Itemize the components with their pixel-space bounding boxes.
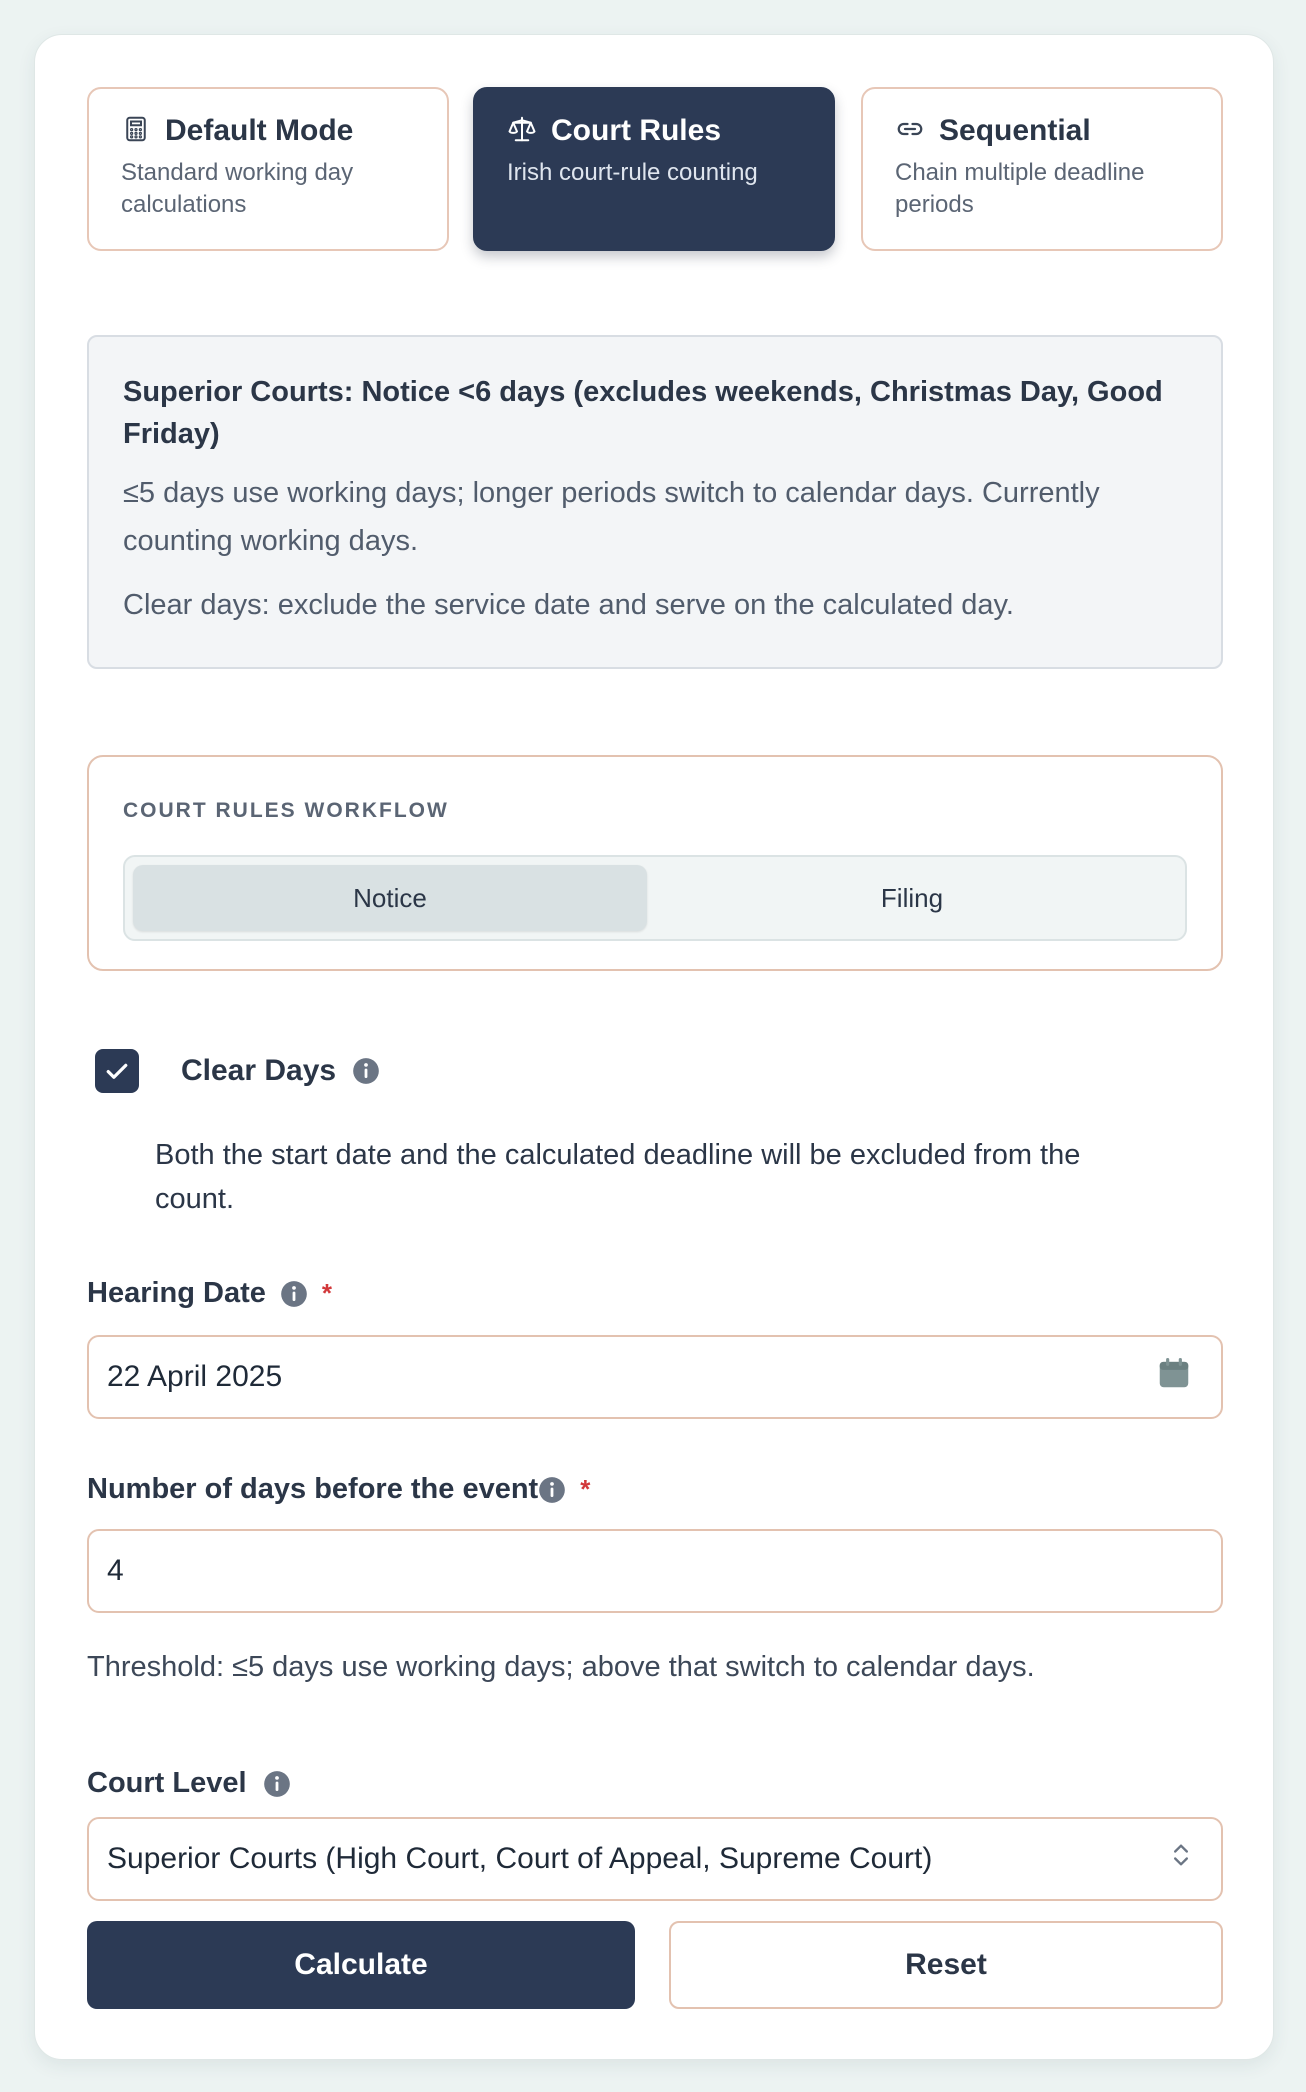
scales-icon <box>507 114 537 149</box>
court-level-select[interactable] <box>87 1817 1223 1901</box>
mode-court-rules-desc: Irish court-rule counting <box>507 159 758 186</box>
days-before-label <box>87 1473 590 1506</box>
court-level-value: Superior Courts (High Court, Court of Appeal, Supreme Court) <box>107 1842 933 1875</box>
days-before-input[interactable] <box>87 1529 1223 1613</box>
rules-info-threshold: ≤5 days use working days; longer periods switch to calendar days. Currently counting working days. <box>123 477 1100 557</box>
reset-button[interactable]: Reset <box>669 1921 1223 2009</box>
info-icon[interactable] <box>352 1057 380 1085</box>
clear-days-description: Both the start date and the calculated deadline will be excluded from the count. <box>155 1139 1081 1215</box>
calculator-card <box>34 34 1274 2060</box>
calculator-icon <box>121 114 151 149</box>
required-marker: * <box>321 1278 333 1308</box>
clear-days-checkbox[interactable] <box>95 1049 139 1093</box>
mode-default[interactable] <box>87 87 449 251</box>
calendar-icon[interactable] <box>1155 1354 1193 1400</box>
workflow-option-filing[interactable]: Filing <box>880 882 944 913</box>
calculate-button[interactable]: Calculate <box>87 1921 635 2009</box>
mode-sequential-title: Sequential <box>939 114 1091 147</box>
clear-days-label: Clear Days <box>181 1054 337 1087</box>
threshold-help-text: Threshold: ≤5 days use working days; above that switch to calendar days. <box>87 1651 1035 1683</box>
info-icon[interactable] <box>280 1280 308 1308</box>
required-marker: * <box>580 1474 591 1504</box>
chevron-up-down-icon <box>1167 1838 1195 1880</box>
mode-sequential-desc <box>895 157 1189 221</box>
mode-sequential-desc-line1: Chain multiple deadline <box>895 159 1145 186</box>
days-before-label-text: Number of days before the event <box>87 1473 539 1505</box>
mode-court-rules-title: Court Rules <box>551 114 722 147</box>
rules-info-title: Superior Courts: Notice <6 days (excludes weekends, Christmas Day, Good Friday) <box>123 376 1163 450</box>
mode-court-rules[interactable] <box>473 87 835 251</box>
rules-info-box <box>87 335 1223 669</box>
hearing-date-value: 22 April 2025 <box>107 1360 283 1393</box>
mode-default-desc <box>121 157 415 221</box>
link-icon <box>895 114 925 149</box>
workflow-label: COURT RULES WORKFLOW <box>123 799 449 822</box>
court-level-label <box>87 1767 291 1800</box>
days-before-value: 4 <box>107 1554 124 1587</box>
hearing-date-label <box>87 1277 332 1310</box>
mode-default-desc-line1: Standard working day <box>121 159 354 186</box>
clear-days-row <box>95 1049 380 1093</box>
workflow-panel <box>87 755 1223 971</box>
rules-info-clear-days: Clear days: exclude the service date and serve on the calculated day. <box>123 589 1014 621</box>
mode-sequential-head <box>895 111 1189 151</box>
info-icon[interactable] <box>263 1770 291 1798</box>
workflow-segmented-control <box>123 855 1187 941</box>
court-level-label-text: Court Level <box>87 1767 247 1799</box>
workflow-option-notice[interactable]: Notice <box>133 865 647 931</box>
mode-default-desc-line2: calculations <box>121 191 247 218</box>
mode-default-title: Default Mode <box>165 114 354 147</box>
hearing-date-label-text: Hearing Date <box>87 1277 266 1309</box>
hearing-date-input[interactable] <box>87 1335 1223 1419</box>
check-icon <box>102 1056 132 1086</box>
mode-default-head <box>121 111 415 151</box>
mode-sequential-desc-line2: periods <box>895 191 974 218</box>
info-icon[interactable] <box>538 1476 566 1504</box>
mode-sequential[interactable] <box>861 87 1223 251</box>
mode-selector <box>87 87 1223 251</box>
mode-court-rules-head <box>507 111 801 151</box>
